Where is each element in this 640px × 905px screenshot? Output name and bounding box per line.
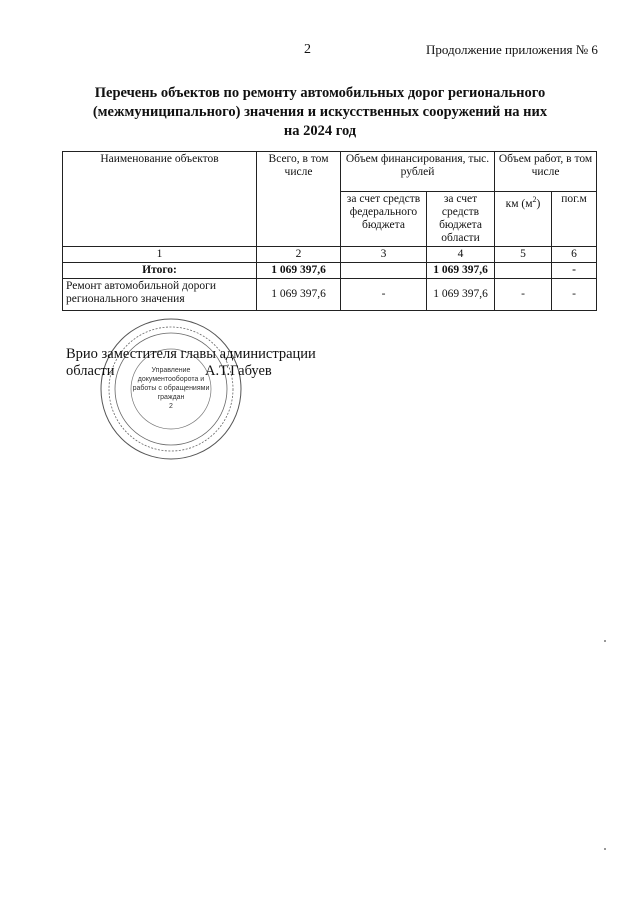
signature-name: А.Т.Габуев xyxy=(205,363,272,379)
col-number-6: 6 xyxy=(552,247,597,263)
title-line-2: (межмуниципального) значения и искусственных сооружений на них xyxy=(92,104,548,120)
title-line-3: на 2024 год xyxy=(283,123,357,139)
total-sum: 1 069 397,6 xyxy=(257,263,341,279)
header-financing: Объем финансирования, тыс. рублей xyxy=(341,152,495,192)
scan-speck xyxy=(604,848,606,850)
row-total: 1 069 397,6 xyxy=(257,279,341,311)
header-works: Объем работ, в том числе xyxy=(495,152,597,192)
total-federal xyxy=(341,263,427,279)
col-number-2: 2 xyxy=(257,247,341,263)
row-name: Ремонт автомобильной дороги регионального значения xyxy=(63,279,257,311)
header-pogm: пог.м xyxy=(552,192,597,247)
page-number: 2 xyxy=(304,42,311,57)
row-regional: 1 069 397,6 xyxy=(427,279,495,311)
total-km xyxy=(495,263,552,279)
document-title xyxy=(62,84,578,141)
number-row xyxy=(63,247,597,263)
appendix-label: Продолжение приложения № 6 xyxy=(426,42,598,57)
total-row xyxy=(63,263,597,279)
total-label: Итого: xyxy=(63,263,257,279)
row-km: - xyxy=(495,279,552,311)
signature-position: Врио заместителя главы администрации xyxy=(66,346,316,362)
header-federal: за счет средств федерального бюджета xyxy=(341,192,427,247)
header-row-1 xyxy=(63,152,597,192)
col-number-5: 5 xyxy=(495,247,552,263)
header-total: Всего, в том числе xyxy=(257,152,341,247)
stamp-text: Управление документооборота и работы с обращениями граждан 2 xyxy=(132,367,210,410)
row-pogm: - xyxy=(552,279,597,311)
col-number-3: 3 xyxy=(341,247,427,263)
objects-table xyxy=(62,151,597,311)
header-km: км $(м^2)$ xyxy=(495,192,552,247)
col-number-1: 1 xyxy=(63,247,257,263)
table-row xyxy=(63,279,597,311)
header-regional: за счет средств бюджета области xyxy=(427,192,495,247)
total-pogm: - xyxy=(552,263,597,279)
header-name: Наименование объектов xyxy=(63,152,257,247)
scan-speck xyxy=(604,640,606,642)
col-number-4: 4 xyxy=(427,247,495,263)
total-regional: 1 069 397,6 xyxy=(427,263,495,279)
signature-region: области xyxy=(66,363,115,379)
title-line-1: Перечень объектов по ремонту автомобильных дорог регионального xyxy=(94,85,546,101)
row-federal: - xyxy=(341,279,427,311)
